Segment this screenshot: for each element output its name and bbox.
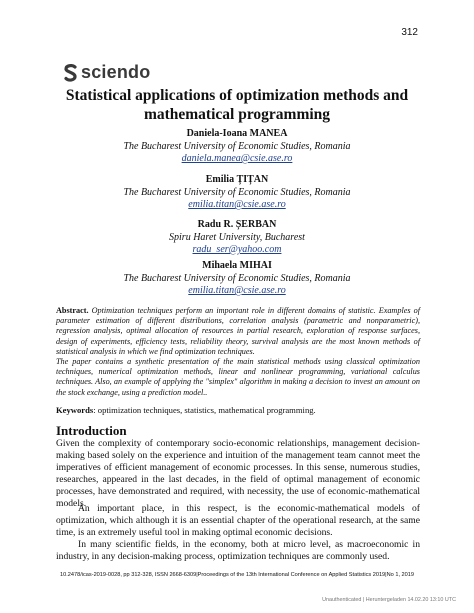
abstract-label: Abstract. xyxy=(56,306,89,315)
paper-title: Statistical applications of optimization methods and mathematical programming xyxy=(65,87,409,123)
keywords-label: Keywords xyxy=(56,405,94,415)
body-paragraph: An important place, in this respect, is the economic-mathematical models of optimization, which although it is an essential chapter of the operational research, at the same time, is an extremely useful tool in making optimal economic decisions. xyxy=(56,503,420,538)
author-affiliation: Spiru Haret University, Bucharest xyxy=(169,231,305,243)
logo-text: sciendo xyxy=(81,62,151,82)
abstract-paragraph: The paper contains a synthetic presentation of the main statistical methods using classical optimization techniques, numerical optimization methods, linear and nonlinear programming, variational calculus techniques. Also, an example of applying the "simplex" algorithm in making a decision to invest an amount on the stock exchange, using a prediction model.. xyxy=(56,357,420,397)
author-email-link[interactable]: daniela.manea@csie.ase.ro xyxy=(181,153,293,164)
author-name: Daniela-Ioana MANEA xyxy=(186,128,288,139)
author-block xyxy=(40,128,434,166)
author-name: Radu R. ȘERBAN xyxy=(197,219,277,230)
author-affiliation: The Bucharest University of Economic Studies, Romania xyxy=(123,272,351,284)
publisher-logo[interactable] xyxy=(64,62,150,83)
author-name: Mihaela MIHAI xyxy=(202,260,272,271)
page-number: 312 xyxy=(401,27,418,38)
body-paragraph: Given the complexity of contemporary socio-economic relationships, management decision-making based solely on the experience and intuition of the management team cannot meet the imperatives of efficient management of economic processes. In this sense, numerous studies, researches, appeared in the last decades, in the field of optimal management of economic processes, have demonstrated and required, with necessity, the use of economic-mathematical models. xyxy=(56,438,420,509)
author-block xyxy=(40,174,434,212)
author-affiliation: The Bucharest University of Economic Studies, Romania xyxy=(123,140,351,152)
download-watermark: Unauthenticated | Heruntergeladen 14.02.20 13:10 UTC xyxy=(322,597,456,603)
author-block xyxy=(40,219,434,257)
sciendo-s-icon xyxy=(64,64,78,82)
author-email-link[interactable]: radu_ser@yahoo.com xyxy=(192,244,282,255)
keywords-text: : optimization techniques, statistics, mathematical programming. xyxy=(93,405,316,415)
body-paragraph: In many scientific fields, in the economy, both at micro level, as macroeconomic in industry, in any decision-making process, optimization techniques are commonly used. xyxy=(56,539,420,562)
keywords xyxy=(56,405,420,415)
abstract-paragraph: Optimization techniques perform an important role in different domains of statistic. Examples of parameter estimation of different distributions, correlation analysis (parametric and nonparametric), regression analysis, optimal allocation of resources in partial research, exploration of response surfaces, design of experiments, efficiency tests, reliability theory, survival analysis are the most known methods of statistical analysis in which we find optimization techniques. xyxy=(56,306,421,356)
author-block xyxy=(40,260,434,298)
author-name: Emilia ȚIȚAN xyxy=(205,174,269,185)
author-affiliation: The Bucharest University of Economic Studies, Romania xyxy=(123,186,351,198)
section-heading: Introduction xyxy=(56,423,127,438)
footer-citation: 10.2478/icas-2019-0028, pp 312-328, ISSN 2668-6309|Proceedings of the 13th International Conference on Applied Statistics 2019|No 1, 2019 xyxy=(59,572,414,578)
abstract xyxy=(56,306,420,398)
author-email-link[interactable]: emilia.titan@csie.ase.ro xyxy=(188,285,286,296)
author-email-link[interactable]: emilia.titan@csie.ase.ro xyxy=(188,199,286,210)
